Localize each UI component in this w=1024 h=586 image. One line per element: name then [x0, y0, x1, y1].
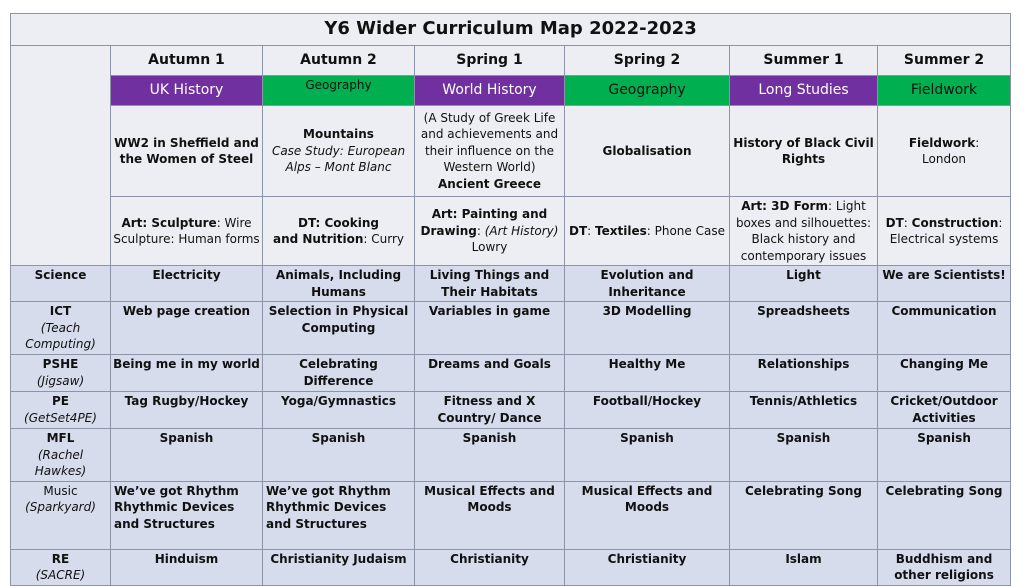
- art-dt-cell: DT: Construction: Electrical systems: [878, 197, 1011, 266]
- subject-cell-value: We’ve got Rhythm Rhythmic Devices and Structures: [263, 481, 415, 549]
- subject-cell: Science: [11, 266, 111, 302]
- topic-cell: World History: [415, 76, 565, 106]
- subject-cell-value: 3D Modelling: [565, 302, 730, 355]
- curriculum-map: [10, 13, 1011, 586]
- subject-cell-value: Hinduism: [111, 549, 263, 585]
- subject-cell-value: Selection in Physical Computing: [263, 302, 415, 355]
- subject-cell-value: Light: [730, 266, 878, 302]
- subject-cell-value: Fitness and X Country/ Dance: [415, 392, 565, 429]
- term-header: Summer 1: [730, 46, 878, 76]
- subject-cell-value: Tennis/Athletics: [730, 392, 878, 429]
- study-cell: History of Black Civil Rights: [730, 106, 878, 197]
- art-dt-cell: DT: Textiles: Phone Case: [565, 197, 730, 266]
- subject-cell: PSHE (Jigsaw): [11, 355, 111, 392]
- subject-cell-value: Cricket/Outdoor Activities: [878, 392, 1011, 429]
- topic-cell: Geography: [565, 76, 730, 106]
- subject-cell-value: Musical Effects and Moods: [565, 481, 730, 549]
- subject-cell-value: Communication: [878, 302, 1011, 355]
- subject-cell-value: Celebrating Difference: [263, 355, 415, 392]
- term-header: Autumn 2: [263, 46, 415, 76]
- subject-cell-value: Celebrating Song: [878, 481, 1011, 549]
- subject-cell-value: Spanish: [263, 429, 415, 482]
- topic-cell: Long Studies: [730, 76, 878, 106]
- subject-cell-value: Yoga/Gymnastics: [263, 392, 415, 429]
- subject-cell-value: Spanish: [878, 429, 1011, 482]
- study-cell: Fieldwork: London: [878, 106, 1011, 197]
- subject-cell-value: Spanish: [730, 429, 878, 482]
- subject-cell-value: Being me in my world: [111, 355, 263, 392]
- art-dt-cell: Art: Sculpture: Wire Sculpture: Human forms: [111, 197, 263, 266]
- subject-cell-value: We are Scientists!: [878, 266, 1011, 302]
- subject-cell-value: Web page creation: [111, 302, 263, 355]
- subject-cell-value: We’ve got Rhythm Rhythmic Devices and Structures: [111, 481, 263, 549]
- topic-cell: UK History: [111, 76, 263, 106]
- corner-cell: [11, 46, 111, 266]
- subject-cell: PE (GetSet4PE): [11, 392, 111, 429]
- term-header: Spring 2: [565, 46, 730, 76]
- art-dt-cell: Art: 3D Form: Light boxes and silhouettes: Black history and contemporary issues: [730, 197, 878, 266]
- art-dt-cell: Art: Painting and Drawing: (Art History) Lowry: [415, 197, 565, 266]
- term-header: Spring 1: [415, 46, 565, 76]
- subject-cell-value: Spanish: [111, 429, 263, 482]
- term-header: Summer 2: [878, 46, 1011, 76]
- subject-cell-value: Spreadsheets: [730, 302, 878, 355]
- subject-cell-value: Healthy Me: [565, 355, 730, 392]
- curriculum-table: [10, 13, 1011, 586]
- subject-cell-value: Living Things and Their Habitats: [415, 266, 565, 302]
- study-cell: Globalisation: [565, 106, 730, 197]
- subject-cell-value: Dreams and Goals: [415, 355, 565, 392]
- subject-cell-value: Musical Effects and Moods: [415, 481, 565, 549]
- topic-cell: Geography: [263, 76, 415, 106]
- subject-cell-value: Evolution and Inheritance: [565, 266, 730, 302]
- subject-cell-value: Islam: [730, 549, 878, 585]
- page-title: Y6 Wider Curriculum Map 2022-2023: [11, 14, 1011, 46]
- study-cell: (A Study of Greek Life and achievements and their influence on the Western World) Ancient Greece: [415, 106, 565, 197]
- study-cell: Mountains Case Study: European Alps – Mont Blanc: [263, 106, 415, 197]
- subject-cell-value: Tag Rugby/Hockey: [111, 392, 263, 429]
- subject-cell: Music (Sparkyard): [11, 481, 111, 549]
- subject-cell-value: Spanish: [565, 429, 730, 482]
- subject-cell-value: Buddhism and other religions: [878, 549, 1011, 585]
- subject-cell-value: Celebrating Song: [730, 481, 878, 549]
- subject-cell-value: Football/Hockey: [565, 392, 730, 429]
- term-header: Autumn 1: [111, 46, 263, 76]
- subject-cell-value: Changing Me: [878, 355, 1011, 392]
- subject-cell: ICT (Teach Computing): [11, 302, 111, 355]
- subject-cell-value: Electricity: [111, 266, 263, 302]
- art-dt-cell: DT: Cooking and Nutrition: Curry: [263, 197, 415, 266]
- subject-cell: RE (SACRE): [11, 549, 111, 585]
- subject-cell: MFL (Rachel Hawkes): [11, 429, 111, 482]
- subject-cell-value: Christianity Judaism: [263, 549, 415, 585]
- subject-cell-value: Variables in game: [415, 302, 565, 355]
- subject-cell-value: Christianity: [415, 549, 565, 585]
- subject-cell-value: Christianity: [565, 549, 730, 585]
- subject-cell-value: Animals, Including Humans: [263, 266, 415, 302]
- subject-cell-value: Relationships: [730, 355, 878, 392]
- subject-cell-value: Spanish: [415, 429, 565, 482]
- study-cell: WW2 in Sheffield and the Women of Steel: [111, 106, 263, 197]
- topic-cell: Fieldwork: [878, 76, 1011, 106]
